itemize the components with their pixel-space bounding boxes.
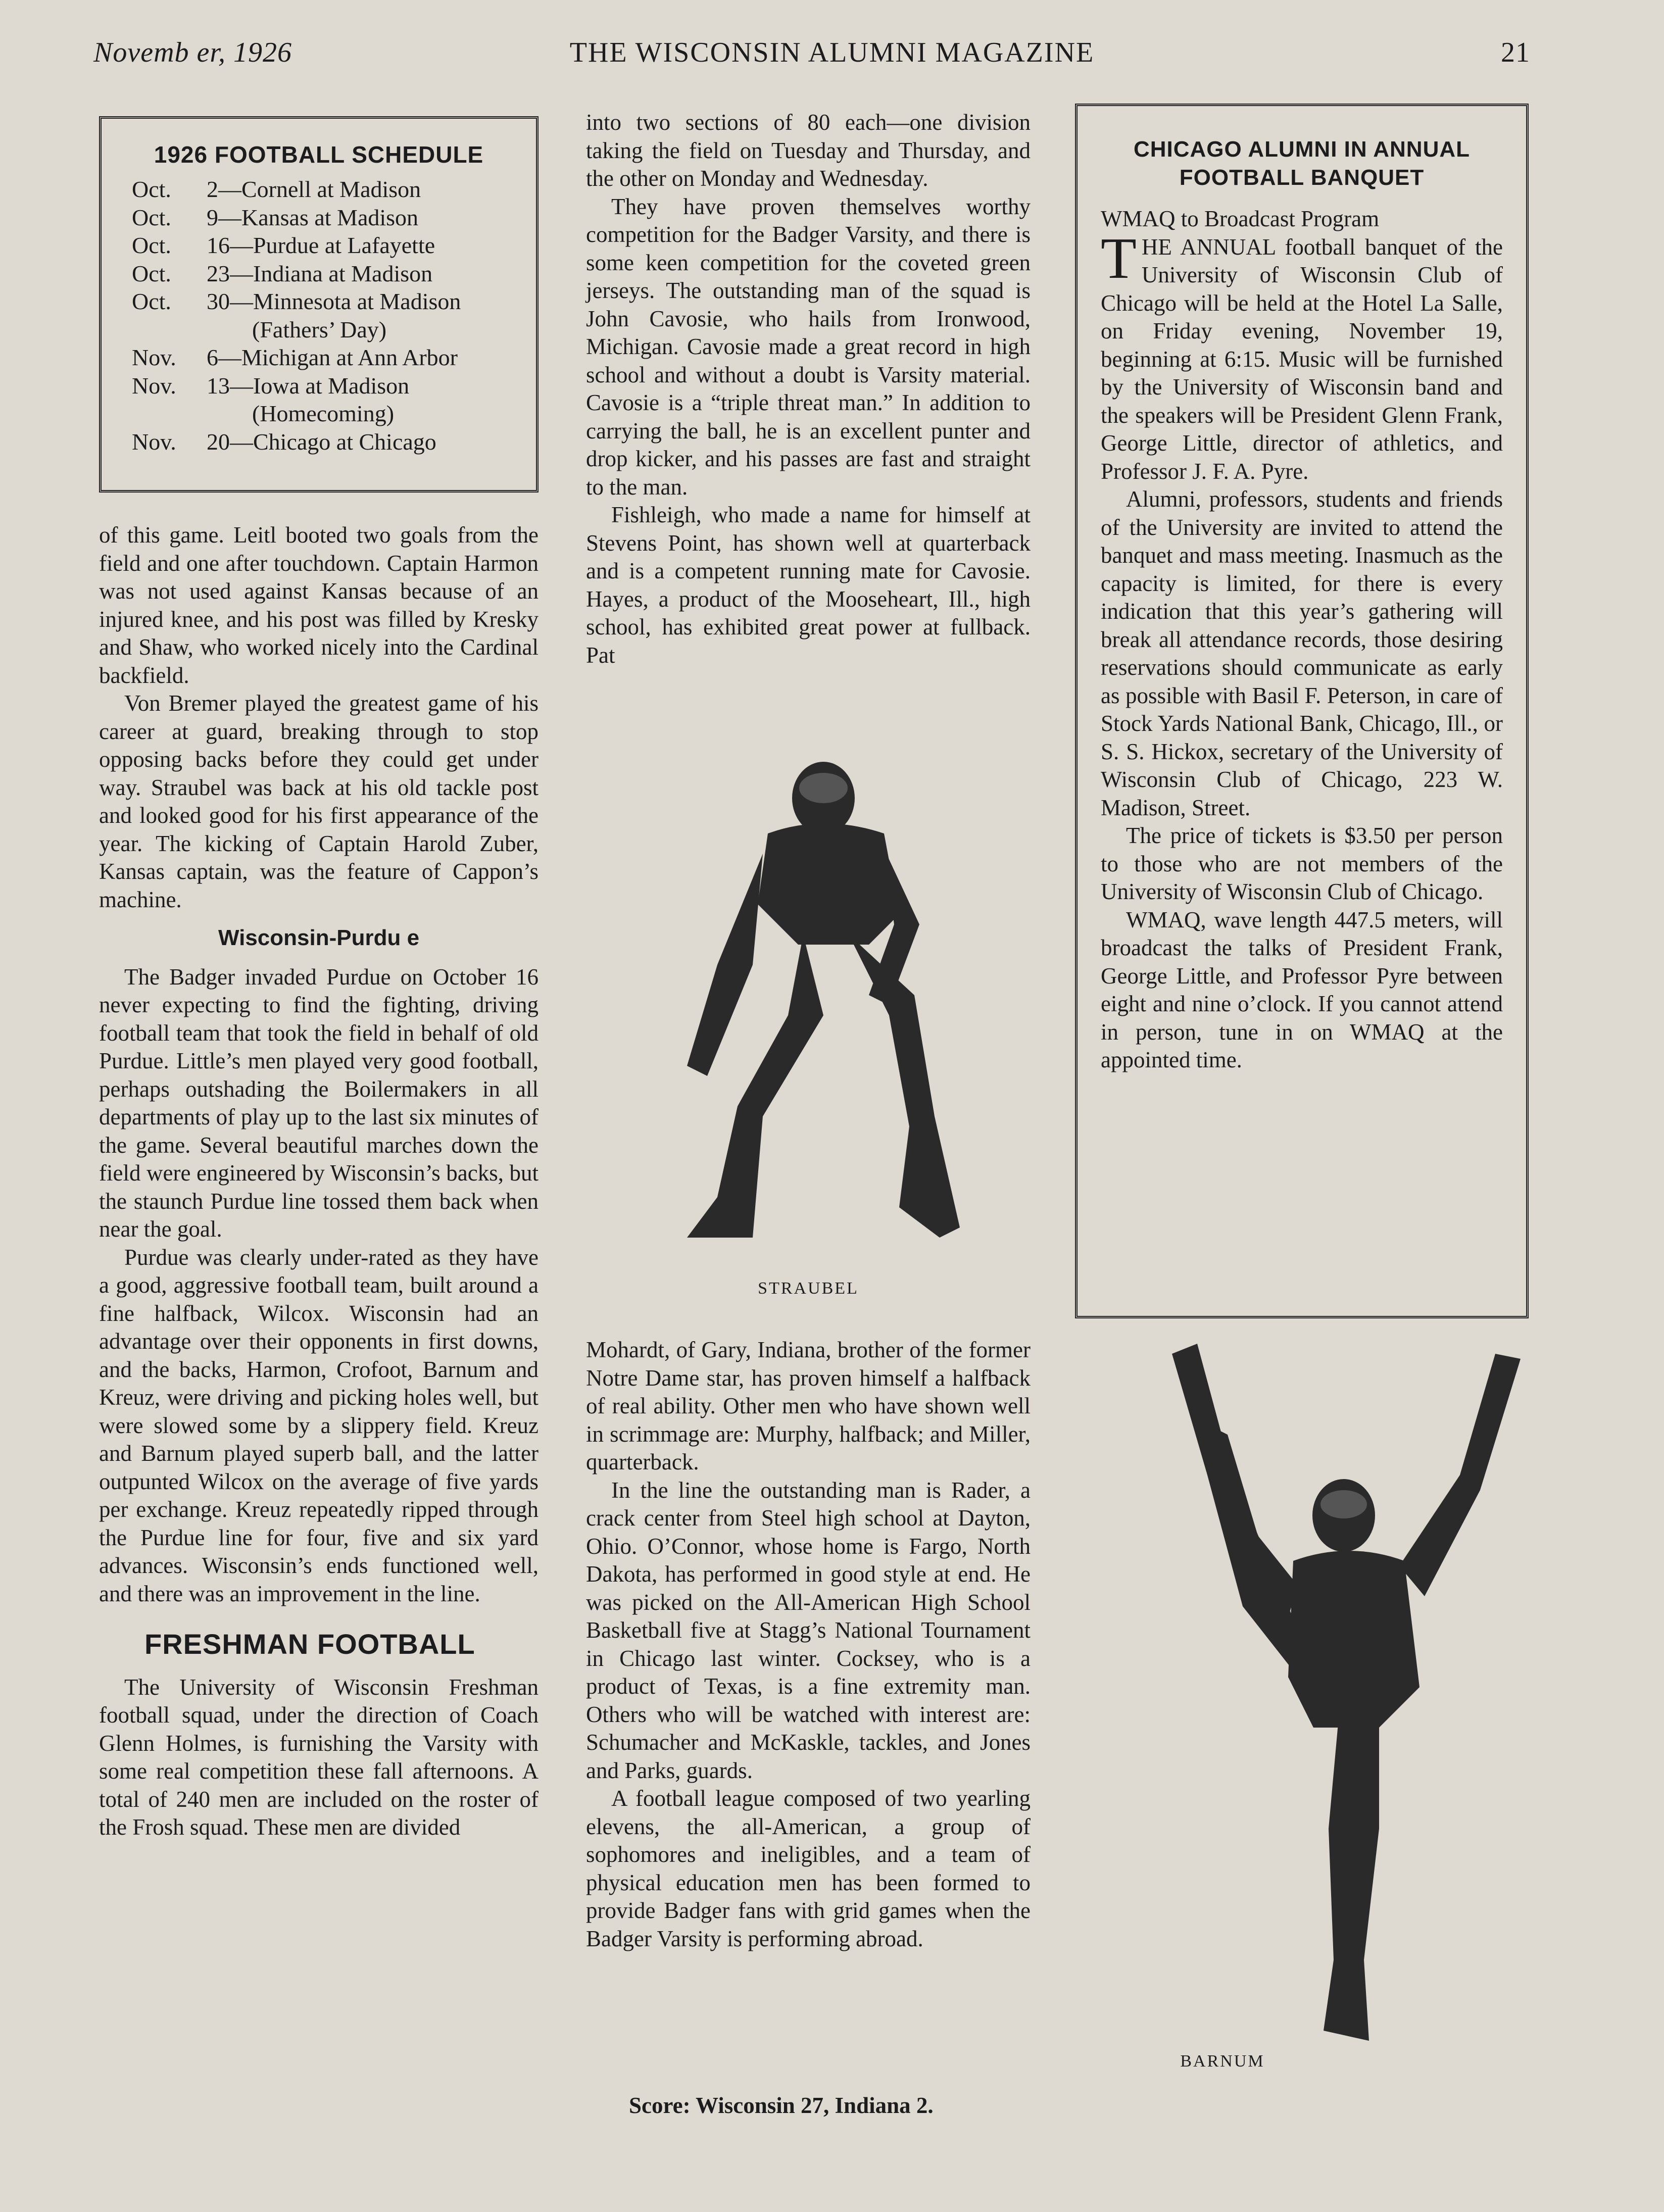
paragraph: Mohardt, of Gary, Indiana, brother of the former Notre Dame star, has proven himself a halfback of real ability. Other men who have shown well in scrimmage are: Murphy, halfback; and Miller, quarterback. [586, 1337, 1031, 1474]
subtitle: WMAQ to Broadcast Program [1101, 206, 1380, 231]
straubel-photo [586, 753, 1031, 1273]
schedule-game: 2—Cornell at Madison [207, 176, 421, 202]
paragraph: In the line the outstanding man is Rader, a crack center from Steel high school at Dayton, Ohio. O’Connor, whose home is Fargo, North Dakota, has performed in good style at end. He was picked on the All-American High School Basketball five at Stagg’s National Tournament in Chicago last winter. Cocksey, who is a product of Texas, is a fine extremity man. Others who will be watched with interest are: Schumacher and McKaskle, tackles, and Jones and Parks, guards. [586, 1477, 1031, 1783]
schedule-title: 1926 FOOTBALL SCHEDULE [154, 141, 484, 168]
schedule-game: 20—Chicago at Chicago [207, 428, 436, 455]
schedule-row [132, 175, 536, 204]
chicago-alumni-box [1075, 104, 1529, 1318]
straubel-caption: STRAUBEL [758, 1279, 859, 1298]
schedule-list [132, 175, 536, 456]
schedule-month: Oct. [132, 204, 171, 230]
schedule-month: Nov. [132, 428, 176, 455]
middle-column-top [586, 109, 1031, 669]
page-number: 21 [1501, 37, 1530, 68]
paragraph [1101, 226, 1503, 486]
section-heading: Wisconsin-Purdu e [218, 925, 420, 950]
schedule-row [132, 204, 536, 232]
schedule-game: 30—Minnesota at Madison [207, 288, 461, 314]
barnum-photo [1076, 1323, 1531, 2071]
schedule-month: Oct. [132, 176, 171, 202]
paragraph: They have proven themselves worthy competition for the Badger Varsity, and there is some keen competition for the coveted green jerseys. The outstanding man of the squad is John Cavosie, who hails from Ironwood, Michigan. Cavosie made a great record in high school and without a doubt is Varsity material. Cavosie is a “triple threat man.” In addition to carrying the ball, he is an excellent punter and drop kicker, and his passes are fast and straight to the man. [586, 193, 1031, 500]
schedule-row [132, 372, 536, 400]
schedule-note: (Fathers’ Day) [252, 316, 387, 342]
chicago-alumni-body [1101, 205, 1503, 1074]
paragraph: Purdue was clearly under-rated as they have a good, aggressive football team, built around a fine halfback, Wilcox. Wisconsin had an advantage over their opponents in first downs, and the backs, Harmon, Crofoot, Barnum and Kreuz, were driving and picking holes well, but were slowed some by a slippery field. Kreuz and Barnum played superb ball, and the latter outpunted Wilcox on the average of five yards per exchange. Kreuz repeatedly ripped through the Purdue line for four, five and six yard advances. Wisconsin’s ends functioned well, and there was an improvement in the line. [99, 1244, 539, 1606]
schedule-row [132, 231, 536, 260]
chicago-alumni-title: CHICAGO ALUMNI IN ANNUAL FOOTBALL BANQUET [1133, 137, 1471, 190]
paragraph: The price of tickets is $3.50 per person to those who are not members of the University of Wisconsin Club of Chicago. [1101, 823, 1503, 904]
dropcap: T [1101, 226, 1137, 291]
schedule-month: Oct. [132, 288, 171, 314]
schedule-game: 6—Michigan at Ann Arbor [207, 345, 458, 370]
schedule-month: Nov. [132, 372, 176, 399]
issue-date: Novemb er, 1926 [93, 37, 292, 68]
paragraph: of this game. Leitl booted two goals from the field and one after touchdown. Captain Harmon was not used against Kansas because of an injured knee, and his post was filled by Kresky and Shaw, who worked nicely into the Cardinal backfield. [99, 522, 539, 688]
schedule-game: 23—Indiana at Madison [207, 260, 433, 286]
schedule-month: Nov. [132, 345, 176, 370]
paragraph: WMAQ, wave length 447.5 meters, will broadcast the talks of President Frank, George Little, and Professor Pyre between eight and nine o’clock. If you cannot attend in person, tune in on WMAQ at the appointed time. [1101, 907, 1503, 1072]
football-player-crouching-illustration [586, 753, 1031, 1273]
magazine-title: THE WISCONSIN ALUMNI MAGAZINE [569, 37, 1095, 68]
schedule-row [132, 260, 536, 288]
schedule-row [132, 428, 536, 456]
paragraph: Fishleigh, who made a name for himself at Stevens Point, has shown well at quarterback and is a competent running mate for Cavosie. Hayes, a product of the Mooseheart, Ill., high school, has exhibited great power at fullback. Pat [586, 502, 1031, 668]
schedule-row [132, 343, 536, 372]
paragraph: The Badger invaded Purdue on October 16 never expecting to find the fighting, driving football team that took the field in behalf of old Purdue. Little’s men played very good football, perhaps outshading the Boilermakers in all departments of play up to the last six minutes of the game. Several beautiful marches down the field were engineered by Wisconsin’s backs, but the staunch Purdue line tossed them back when near the goal. [99, 964, 539, 1242]
paragraph: A football league composed of two yearling elevens, the all-American, a group of sophomores and ineligibles, and a team of physical education men has been formed to provide Badger fans with grid games when the Badger Varsity is performing abroad. [586, 1786, 1031, 1951]
freshman-football-heading: FRESHMAN FOOTBALL [144, 1628, 475, 1660]
schedule-game: 9—Kansas at Madison [207, 204, 419, 230]
paragraph: Von Bremer played the greatest game of his career at guard, breaking through to stop opposing backs before they could get under way. Straubel was back at his old tackle post and looked good for his first appearance of the year. The kicking of Captain Harold Zuber, Kansas captain, was the feature of Cappon’s machine. [99, 691, 539, 912]
schedule-row [132, 287, 536, 316]
middle-column-bottom [586, 1336, 1031, 1953]
left-column [99, 521, 539, 1842]
paragraph: into two sections of 80 each—one division taking the field on Tuesday and Thursday, and the other on Monday and Wednesday. [586, 110, 1031, 191]
schedule-note: (Homecoming) [252, 401, 395, 426]
schedule-month: Oct. [132, 232, 171, 258]
schedule-game: 13—Iowa at Madison [207, 372, 410, 399]
football-schedule-box [99, 116, 539, 493]
schedule-month: Oct. [132, 260, 171, 286]
score-line: Score: Wisconsin 27, Indiana 2. [629, 2093, 934, 2118]
paragraph-text: HE ANNUAL football banquet of the University of Wisconsin Club of Chicago will be held at the Hotel La Salle, on Friday evening, November 19, beginning at 6:15. Music will be furnished by the University of Wisconsin band and the speakers will be President Glenn Frank, George Little, director of athletics, and Professor J. F. A. Pyre. [1101, 234, 1503, 484]
football-player-kicking-illustration [1076, 1323, 1531, 2071]
paragraph: The University of Wisconsin Freshman football squad, under the direction of Coach Glenn Holmes, is furnishing the Varsity with some real competition these fall afternoons. A total of 240 men are included on the roster of the Frosh squad. These men are divided [99, 1674, 539, 1840]
paragraph: Alumni, professors, students and friends of the University are invited to attend the banquet and mass meeting. Inasmuch as the capacity is limited, for there is every indication that this year’s gathering will break all attendance records, those desiring reservations should communicate as early as possible with Basil F. Peterson, in care of Stock Yards National Bank, Chicago, Ill., or S. S. Hickox, secretary of the University of Wisconsin Club of Chicago, 223 W. Madison, Street. [1101, 486, 1503, 820]
barnum-caption: BARNUM [1180, 2052, 1265, 2071]
schedule-game: 16—Purdue at Lafayette [207, 232, 435, 258]
